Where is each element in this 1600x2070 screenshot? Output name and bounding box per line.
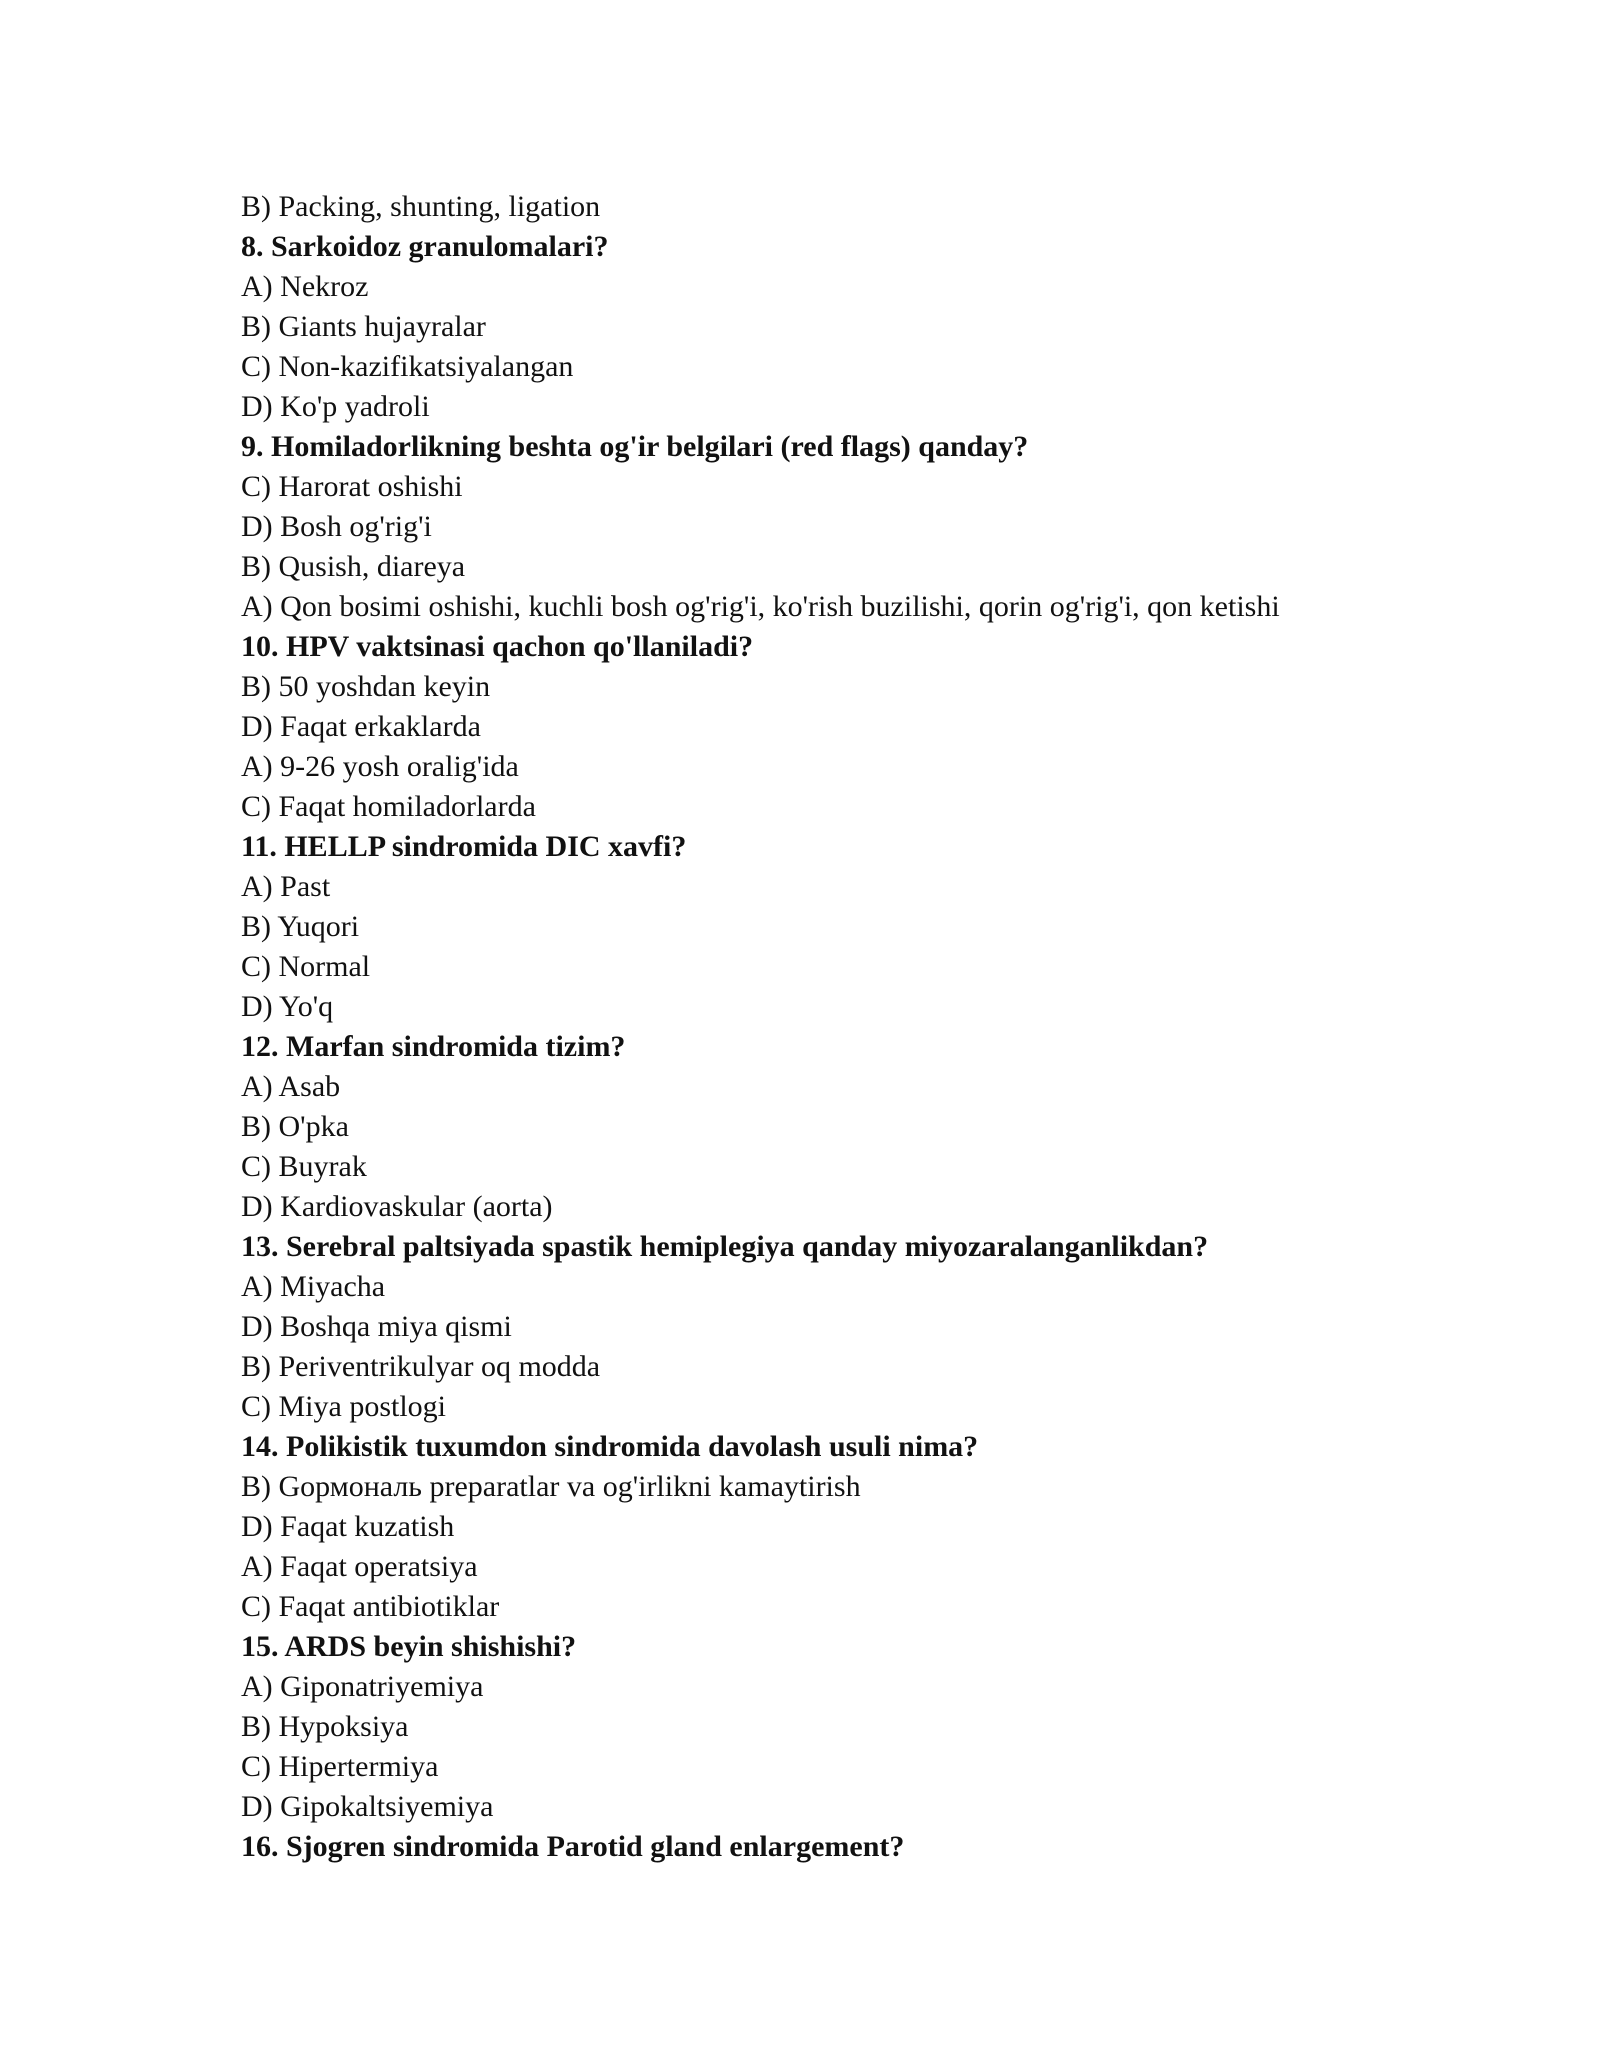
answer-option: C) Faqat homiladorlarda: [241, 790, 536, 823]
answer-option: D) Gipokaltsiyemiya: [241, 1790, 494, 1823]
question-text: 16. Sjogren sindromida Parotid gland enlargement?: [241, 1830, 905, 1863]
question-text: 9. Homiladorlikning beshta og'ir belgilari (red flags) qanday?: [241, 430, 1029, 463]
answer-option: C) Hipertermiya: [241, 1750, 439, 1783]
answer-option: D) Yo'q: [241, 990, 334, 1023]
answer-option: A) Nekroz: [241, 270, 369, 303]
answer-option: C) Non-kazifikatsiyalangan: [241, 350, 574, 383]
answer-option: C) Miya postlogi: [241, 1390, 447, 1423]
answer-option: A) Asab: [241, 1070, 341, 1103]
answer-option: A) Miyacha: [241, 1270, 386, 1303]
answer-option: A) Qon bosimi oshishi, kuchli bosh og'rig'i, ko'rish buzilishi, qorin og'rig'i, qon ketishi: [241, 590, 1280, 623]
answer-option: B) Qusish, diareya: [241, 550, 466, 583]
question-text: 15. ARDS beyin shishishi?: [241, 1630, 577, 1663]
answer-option: C) Buyrak: [241, 1150, 367, 1183]
question-text: 14. Polikistik tuxumdon sindromida davolash usuli nima?: [241, 1430, 979, 1463]
answer-option: C) Faqat antibiotiklar: [241, 1590, 500, 1623]
answer-option: B) Giants hujayralar: [241, 310, 486, 343]
answer-option: B) Gормональ preparatlar va og'irlikni kamaytirish: [241, 1470, 861, 1503]
question-text: 12. Marfan sindromida tizim?: [241, 1030, 626, 1063]
answer-option: B) Hypoksiya: [241, 1710, 409, 1743]
question-text: 10. HPV vaktsinasi qachon qo'llaniladi?: [241, 630, 754, 663]
question-text: 8. Sarkoidoz granulomalari?: [241, 230, 609, 263]
answer-option: A) Faqat operatsiya: [241, 1550, 478, 1583]
answer-option: C) Harorat oshishi: [241, 470, 463, 503]
answer-option: C) Normal: [241, 950, 371, 983]
answer-option: A) Giponatriyemiya: [241, 1670, 484, 1703]
answer-option: D) Kardiovaskular (aorta): [241, 1190, 553, 1223]
answer-option: B) Periventrikulyar oq modda: [241, 1350, 601, 1383]
answer-option: B) Packing, shunting, ligation: [241, 190, 601, 223]
answer-option: D) Ko'p yadroli: [241, 390, 430, 423]
document-page: [241, 187, 1441, 1867]
answer-option: D) Bosh og'rig'i: [241, 510, 432, 543]
answer-option: D) Boshqa miya qismi: [241, 1310, 512, 1343]
answer-option: B) Yuqori: [241, 910, 360, 943]
answer-option: D) Faqat kuzatish: [241, 1510, 455, 1543]
answer-option: A) 9-26 yosh oralig'ida: [241, 750, 519, 783]
answer-option: B) O'pka: [241, 1110, 349, 1143]
answer-option: A) Past: [241, 870, 331, 903]
answer-option: B) 50 yoshdan keyin: [241, 670, 491, 703]
question-text: 11. HELLP sindromida DIC xavfi?: [241, 830, 687, 863]
answer-option: D) Faqat erkaklarda: [241, 710, 481, 743]
question-text: 13. Serebral paltsiyada spastik hemiplegiya qanday miyozaralanganlikdan?: [241, 1230, 1209, 1263]
